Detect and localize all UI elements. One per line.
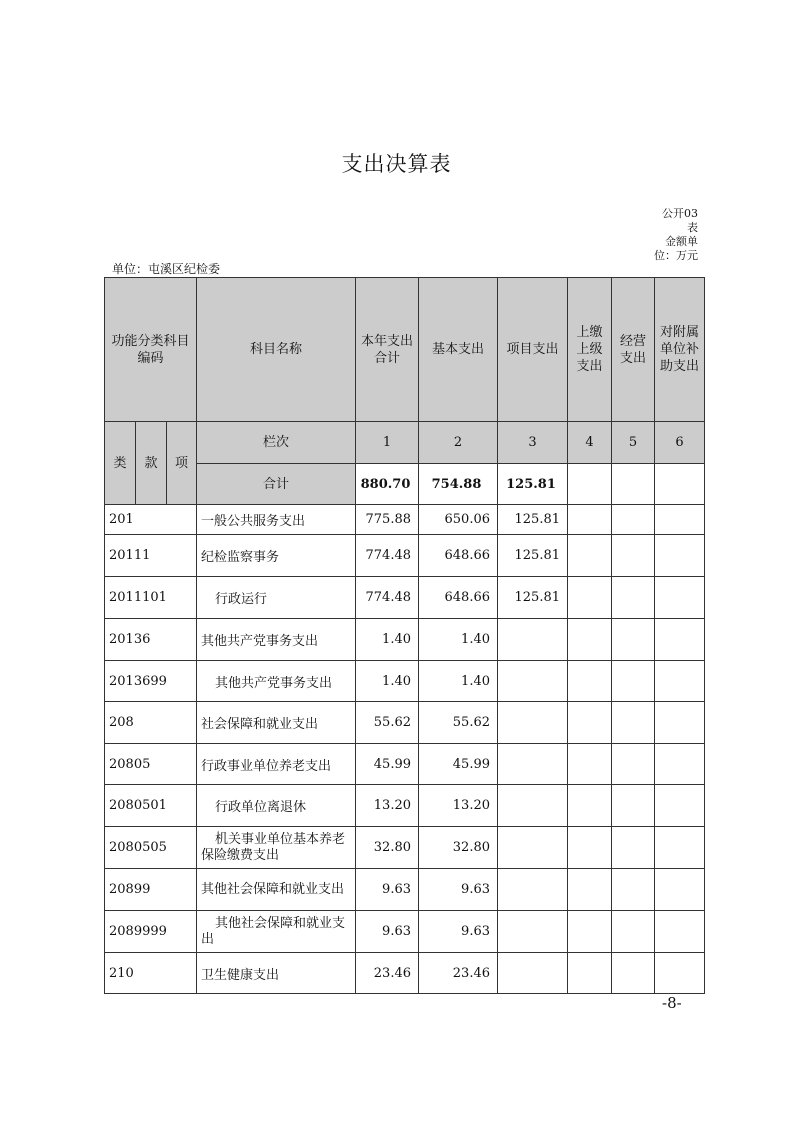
row-upper bbox=[568, 577, 612, 619]
row-upper bbox=[568, 785, 612, 827]
summary-upper bbox=[568, 464, 612, 505]
row-name: 行政事业单位养老支出 bbox=[197, 744, 356, 785]
row-upper bbox=[568, 619, 612, 661]
row-name: 其他共产党事务支出 bbox=[197, 619, 356, 661]
row-total: 13.20 bbox=[356, 785, 419, 827]
row-upper bbox=[568, 869, 612, 911]
page-title: 支出决算表 bbox=[341, 152, 452, 176]
row-basic: 9.63 bbox=[419, 869, 498, 911]
row-code: 2080501 bbox=[105, 785, 197, 827]
row-name: 行政运行 bbox=[197, 577, 356, 619]
col-num: 2 bbox=[419, 422, 498, 464]
unit-label: 单位：屯溪区纪检委 bbox=[112, 262, 221, 276]
col-num: 4 bbox=[568, 422, 612, 464]
row-code: 210 bbox=[105, 953, 197, 994]
page-number: -8- bbox=[662, 994, 682, 1012]
row-project bbox=[498, 744, 568, 785]
summary-label: 合计 bbox=[197, 464, 356, 505]
row-subsidy bbox=[655, 785, 705, 827]
row-operating bbox=[612, 661, 655, 702]
table-row bbox=[105, 702, 705, 744]
row-operating bbox=[612, 744, 655, 785]
row-total: 1.40 bbox=[356, 619, 419, 661]
col-num: 6 bbox=[655, 422, 705, 464]
row-project bbox=[498, 827, 568, 869]
header-lei: 类 bbox=[105, 422, 136, 505]
row-code: 2089999 bbox=[105, 911, 197, 953]
table-row bbox=[105, 661, 705, 702]
expenditure-table bbox=[104, 277, 705, 994]
row-code: 20136 bbox=[105, 619, 197, 661]
row-subsidy bbox=[655, 577, 705, 619]
row-basic: 1.40 bbox=[419, 661, 498, 702]
header-func-code: 功能分类科目编码 bbox=[105, 278, 197, 422]
col-num: 1 bbox=[356, 422, 419, 464]
amount-unit-text: 金额单位：万元 bbox=[654, 235, 698, 262]
row-name: 一般公共服务支出 bbox=[197, 505, 356, 535]
header-subject-name: 科目名称 bbox=[197, 278, 356, 422]
col-num: 5 bbox=[612, 422, 655, 464]
row-name: 其他共产党事务支出 bbox=[197, 661, 356, 702]
row-upper bbox=[568, 911, 612, 953]
row-total: 774.48 bbox=[356, 577, 419, 619]
row-project bbox=[498, 661, 568, 702]
row-name: 行政单位离退休 bbox=[197, 785, 356, 827]
summary-operating bbox=[612, 464, 655, 505]
row-total: 775.88 bbox=[356, 505, 419, 535]
row-basic: 13.20 bbox=[419, 785, 498, 827]
row-code: 20805 bbox=[105, 744, 197, 785]
row-operating bbox=[612, 702, 655, 744]
summary-project: 125.81 bbox=[498, 464, 568, 505]
row-basic: 9.63 bbox=[419, 911, 498, 953]
summary-subsidy bbox=[655, 464, 705, 505]
header-project: 项目支出 bbox=[498, 278, 568, 422]
row-project bbox=[498, 953, 568, 994]
row-upper bbox=[568, 505, 612, 535]
row-upper bbox=[568, 661, 612, 702]
row-subsidy bbox=[655, 911, 705, 953]
col-num: 3 bbox=[498, 422, 568, 464]
row-project bbox=[498, 619, 568, 661]
row-project bbox=[498, 785, 568, 827]
header-subsidy: 对附属单位补助支出 bbox=[655, 278, 705, 422]
row-project bbox=[498, 911, 568, 953]
column-number-row bbox=[105, 422, 705, 464]
row-code: 2080505 bbox=[105, 827, 197, 869]
header-row bbox=[105, 278, 705, 422]
row-total: 1.40 bbox=[356, 661, 419, 702]
form-number-text: 公开03表 bbox=[662, 207, 698, 234]
row-basic: 45.99 bbox=[419, 744, 498, 785]
table-row bbox=[105, 953, 705, 994]
row-operating bbox=[612, 785, 655, 827]
row-total: 9.63 bbox=[356, 869, 419, 911]
row-code: 2013699 bbox=[105, 661, 197, 702]
row-subsidy bbox=[655, 869, 705, 911]
row-code: 201 bbox=[105, 505, 197, 535]
row-operating bbox=[612, 827, 655, 869]
summary-total: 880.70 bbox=[356, 464, 419, 505]
row-name: 社会保障和就业支出 bbox=[197, 702, 356, 744]
row-total: 9.63 bbox=[356, 911, 419, 953]
row-operating bbox=[612, 911, 655, 953]
row-subsidy bbox=[655, 661, 705, 702]
table-row bbox=[105, 744, 705, 785]
table-row bbox=[105, 577, 705, 619]
row-name: 卫生健康支出 bbox=[197, 953, 356, 994]
row-upper bbox=[568, 535, 612, 577]
header-basic: 基本支出 bbox=[419, 278, 498, 422]
row-name: 纪检监察事务 bbox=[197, 535, 356, 577]
row-basic: 648.66 bbox=[419, 535, 498, 577]
table-row bbox=[105, 785, 705, 827]
row-code: 208 bbox=[105, 702, 197, 744]
row-total: 23.46 bbox=[356, 953, 419, 994]
row-basic: 23.46 bbox=[419, 953, 498, 994]
row-basic: 648.66 bbox=[419, 577, 498, 619]
row-subsidy bbox=[655, 505, 705, 535]
row-upper bbox=[568, 744, 612, 785]
header-upper: 上缴上级支出 bbox=[568, 278, 612, 422]
row-total: 45.99 bbox=[356, 744, 419, 785]
row-basic: 55.62 bbox=[419, 702, 498, 744]
row-subsidy bbox=[655, 744, 705, 785]
row-total: 32.80 bbox=[356, 827, 419, 869]
table-row bbox=[105, 911, 705, 953]
row-total: 55.62 bbox=[356, 702, 419, 744]
column-number-label: 栏次 bbox=[197, 422, 356, 464]
row-subsidy bbox=[655, 953, 705, 994]
row-upper bbox=[568, 953, 612, 994]
row-project: 125.81 bbox=[498, 535, 568, 577]
row-basic: 650.06 bbox=[419, 505, 498, 535]
row-name: 其他社会保障和就业支出 bbox=[197, 911, 356, 953]
table-row bbox=[105, 535, 705, 577]
row-operating bbox=[612, 577, 655, 619]
row-upper bbox=[568, 827, 612, 869]
row-subsidy bbox=[655, 702, 705, 744]
row-code: 2011101 bbox=[105, 577, 197, 619]
row-operating bbox=[612, 953, 655, 994]
header-total: 本年支出合计 bbox=[356, 278, 419, 422]
row-code: 20111 bbox=[105, 535, 197, 577]
row-basic: 32.80 bbox=[419, 827, 498, 869]
row-subsidy bbox=[655, 827, 705, 869]
header-kuan: 款 bbox=[136, 422, 167, 505]
table-row bbox=[105, 619, 705, 661]
row-project: 125.81 bbox=[498, 505, 568, 535]
row-subsidy bbox=[655, 619, 705, 661]
summary-basic: 754.88 bbox=[419, 464, 498, 505]
row-project bbox=[498, 869, 568, 911]
row-operating bbox=[612, 535, 655, 577]
row-project: 125.81 bbox=[498, 577, 568, 619]
form-number bbox=[652, 207, 698, 263]
row-code: 20899 bbox=[105, 869, 197, 911]
row-project bbox=[498, 702, 568, 744]
row-name: 机关事业单位基本养老保险缴费支出 bbox=[197, 827, 356, 869]
table-row bbox=[105, 827, 705, 869]
row-operating bbox=[612, 869, 655, 911]
row-upper bbox=[568, 702, 612, 744]
row-operating bbox=[612, 505, 655, 535]
row-operating bbox=[612, 619, 655, 661]
row-basic: 1.40 bbox=[419, 619, 498, 661]
header-xiang: 项 bbox=[167, 422, 197, 505]
row-subsidy bbox=[655, 535, 705, 577]
row-total: 774.48 bbox=[356, 535, 419, 577]
table-row bbox=[105, 869, 705, 911]
table-row bbox=[105, 505, 705, 535]
header-operating: 经营支出 bbox=[612, 278, 655, 422]
row-name: 其他社会保障和就业支出 bbox=[197, 869, 356, 911]
